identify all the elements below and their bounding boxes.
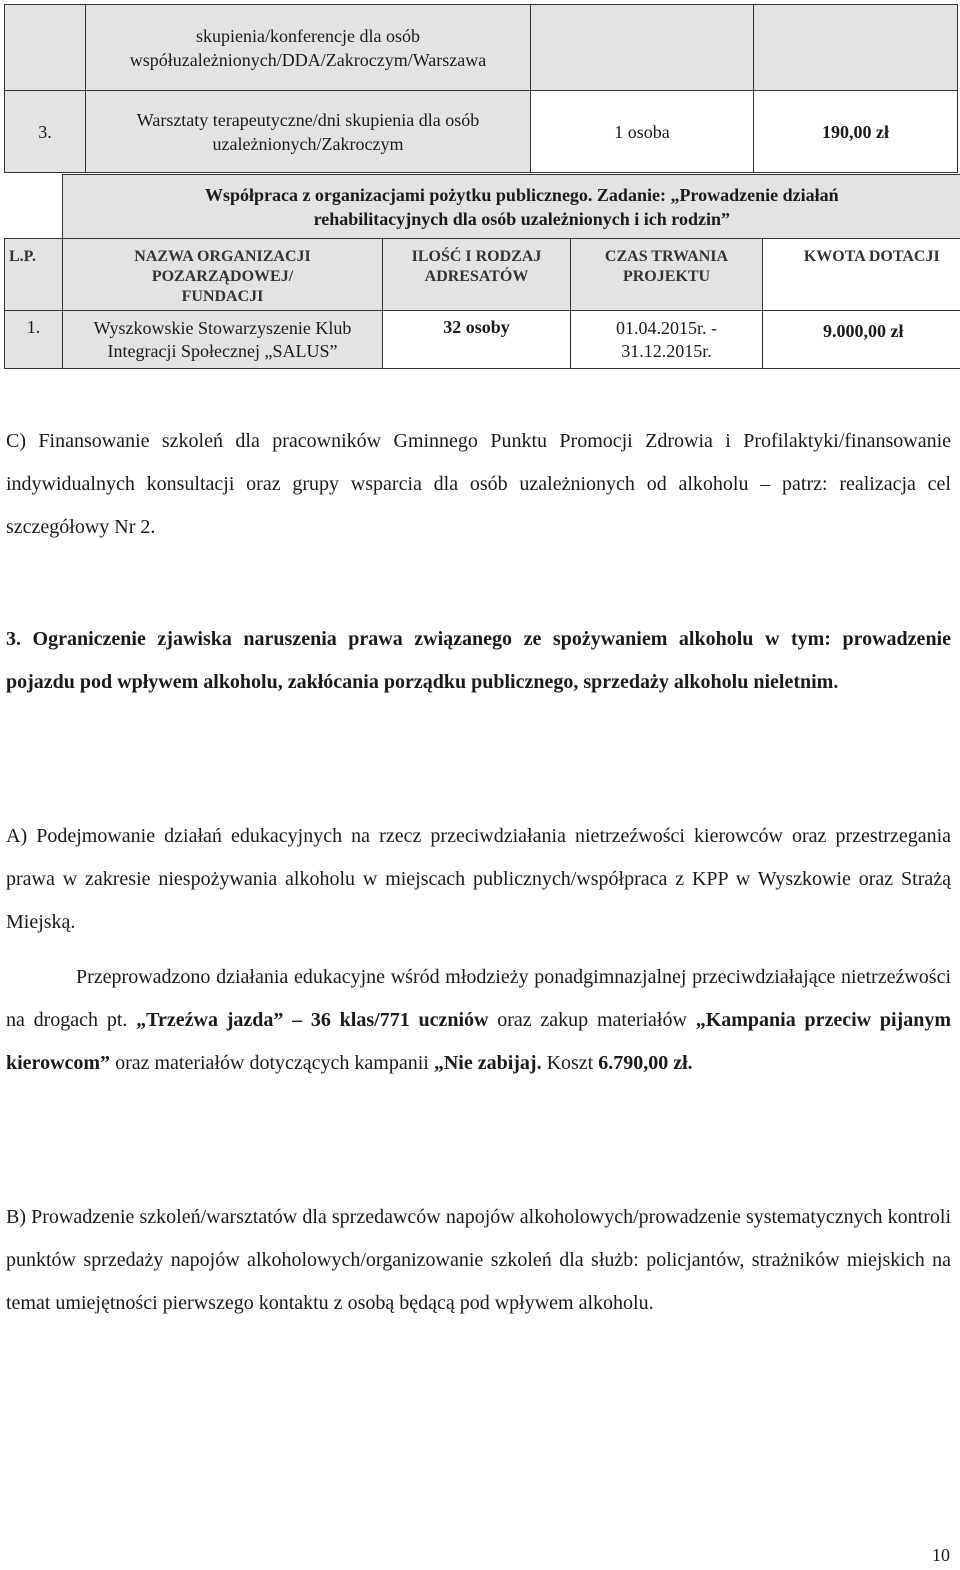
programs-table — [4, 4, 958, 173]
header-name: NAZWA ORGANIZACJI POZARZĄDOWEJ/ FUNDACJI — [63, 239, 383, 311]
table-header-row — [5, 239, 960, 311]
table-row — [5, 5, 958, 91]
count-cell: 1 osoba — [531, 91, 754, 173]
amount-cell — [754, 5, 958, 91]
amount-cell: 190,00 zł — [754, 91, 958, 173]
name-cell: skupienia/konferencje dla osób współuzależnionych/DDA/Zakroczym/Warszawa — [86, 5, 531, 91]
table-title-row — [5, 175, 960, 239]
page-number: 10 — [932, 1545, 950, 1565]
header-lp: L.P. — [5, 239, 63, 311]
section-3-heading: 3. Ograniczenie zjawiska naruszenia prawa związanego ze spożywaniem alkoholu w tym: prowadzenie pojazdu pod wpływem alkoholu, zakłócania porządku publicznego, sprzedaży alkoholu nieletnim. — [6, 628, 951, 693]
count-cell — [531, 5, 754, 91]
table-title: Współpraca z organizacjami pożytku publicznego. Zadanie: „Prowadzenie działań rehabilitacyjnych dla osób uzależnionych i ich rodzin” — [63, 175, 960, 239]
header-count: ILOŚĆ I RODZAJ ADRESATÓW — [383, 239, 571, 311]
table-row — [5, 311, 960, 369]
paragraph-a: A) Podejmowanie działań edukacyjnych na rzecz przeciwdziałania nietrzeźwości kierowców oraz przestrzegania prawa w zakresie niespożywania alkoholu w miejscach publicznych/współpraca z KPP w Wyszkowie oraz Strażą Miejską. — [6, 825, 951, 933]
row-period: 01.04.2015r. - 31.12.2015r. — [571, 311, 763, 369]
row-name: Wyszkowskie Stowarzyszenie Klub Integracji Społecznej „SALUS” — [63, 311, 383, 369]
name-cell: Warsztaty terapeutyczne/dni skupienia dla osób uzależnionych/Zakroczym — [86, 91, 531, 173]
header-period: CZAS TRWANIA PROJEKTU — [571, 239, 763, 311]
header-amount: KWOTA DOTACJI — [763, 239, 960, 311]
table-row — [5, 91, 958, 173]
paragraph-c: C) Finansowanie szkoleń dla pracowników Gminnego Punktu Promocji Zdrowia i Profilaktyki/finansowanie indywidualnych konsultacji oraz grupy wsparcia dla osób uzależnionych od alkoholu – patrz: realizacja cel szczegółowy Nr 2. — [6, 430, 951, 538]
paragraph-a-details: Przeprowadzono działania edukacyjne wśród młodzieży ponadgimnazjalnej przeciwdziałające nietrzeźwości na drogach pt. „Trzeźwa jazda” – 36 klas/771 uczniów oraz zakup materiałów „Kampania przeciw pijanym kierowcom” oraz materiałów dotyczących kampanii „Nie zabijaj. Koszt 6.790,00 zł. — [6, 966, 951, 1074]
row-amount: 9.000,00 zł — [763, 311, 960, 369]
paragraph-b: B) Prowadzenie szkoleń/warsztatów dla sprzedawców napojów alkoholowych/prowadzenie systematycznych kontroli punktów sprzedaży napojów alkoholowych/organizowanie szkoleń dla służb: policjantów, strażników miejskich na temat umiejętności pierwszego kontaktu z osobą będącą pod wpływem alkoholu. — [6, 1206, 951, 1314]
lp-cell: 3. — [5, 91, 86, 173]
lp-cell — [5, 5, 86, 91]
row-lp: 1. — [5, 311, 63, 369]
row-count: 32 osoby — [383, 311, 571, 369]
ngo-cooperation-table — [4, 174, 960, 369]
